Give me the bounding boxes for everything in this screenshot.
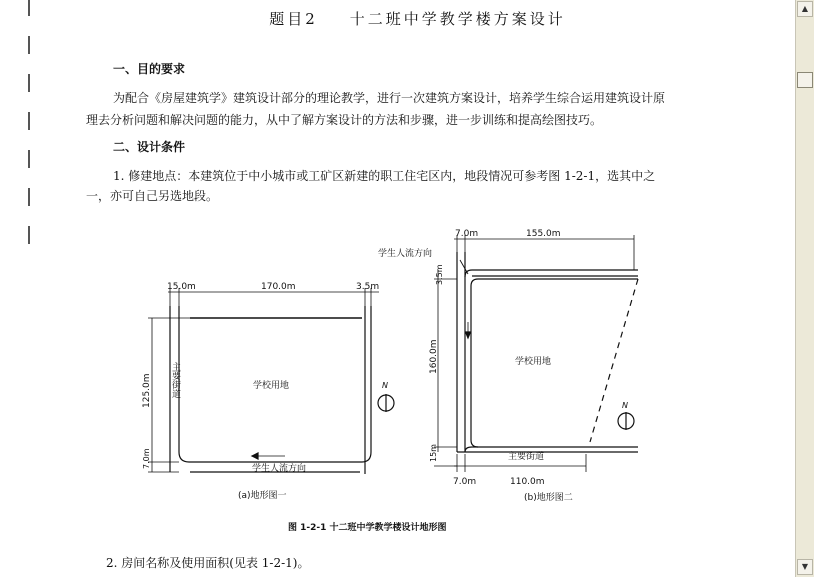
map-b-street-label: 主要街道 xyxy=(508,452,545,462)
map-a-north-label: N xyxy=(382,381,388,390)
map-a-street-label: 主要街道 xyxy=(170,362,180,398)
map-a-dim-left-bottom: 7.0m xyxy=(142,448,151,469)
map-b-caption: (b)地形图二 xyxy=(524,493,573,503)
map-a-site-label: 学校用地 xyxy=(253,381,290,391)
map-a-dim-top-left: 15.0m xyxy=(167,282,196,292)
left-margin xyxy=(0,0,40,577)
margin-mark xyxy=(28,188,30,206)
map-a-flow-label: 学生人流方向 xyxy=(252,464,307,474)
margin-mark xyxy=(28,226,30,244)
vertical-scrollbar[interactable] xyxy=(795,0,814,577)
margin-mark xyxy=(28,36,30,54)
item1-line1: 1. 修建地点：本建筑位于中小城市或工矿区新建的职工住宅区内，地段情况可参考图 1-2-1，选其中之 xyxy=(113,169,656,183)
section2-heading: 二、设计条件 xyxy=(113,140,186,154)
scroll-up-icon[interactable]: ▲ xyxy=(797,1,813,17)
section1-line1: 为配合《房屋建筑学》建筑设计部分的理论教学，进行一次建筑方案设计，培养学生综合运用建筑设计原 xyxy=(113,91,666,105)
map-a-dim-top-right: 3.5m xyxy=(356,282,380,292)
map-a-dim-top-mid: 170.0m xyxy=(261,282,296,292)
map-b-dim-left-top: 3.5m xyxy=(435,264,444,285)
map-b-dim-left-bottom: 15m xyxy=(429,444,438,462)
item2-line: 2. 房间名称及使用面积(见表 1-2-1)。 xyxy=(106,556,310,570)
title-number: 题目2 xyxy=(269,10,318,28)
margin-mark xyxy=(28,74,30,92)
map-b-dim-bottom-left: 7.0m xyxy=(453,477,477,487)
margin-mark xyxy=(28,0,30,16)
section1-heading: 一、目的要求 xyxy=(113,62,186,76)
margin-mark xyxy=(28,112,30,130)
map-b-dim-bottom-right: 110.0m xyxy=(510,477,545,487)
scroll-thumb[interactable] xyxy=(797,72,813,88)
section1-line2: 理去分析问题和解决问题的能力，从中了解方案设计的方法和步骤，进一步训练和提高绘图技巧。 xyxy=(86,113,603,127)
map-a-dim-left-main: 125.0m xyxy=(142,373,152,408)
map-b-flow-label: 学生人流方向 xyxy=(378,249,433,259)
map-b-dim-left-main: 160.0m xyxy=(429,339,439,374)
document-page xyxy=(40,0,795,577)
margin-mark xyxy=(28,150,30,168)
map-b-dim-top-right: 155.0m xyxy=(526,229,561,239)
site-plan-figure xyxy=(40,222,795,542)
item1-line2: 一，亦可自己另选地段。 xyxy=(86,189,219,203)
map-b-site-label: 学校用地 xyxy=(515,357,552,367)
map-a-caption: (a)地形图一 xyxy=(238,491,287,501)
map-b-north-label: N xyxy=(622,401,628,410)
map-b-dim-top-left: 7.0m xyxy=(455,229,479,239)
title-text: 十二班中学教学楼方案设计 xyxy=(349,10,566,28)
page-title xyxy=(40,8,795,29)
scroll-down-icon[interactable]: ▼ xyxy=(797,559,813,575)
figure-caption: 图 1-2-1 十二班中学教学楼设计地形图 xyxy=(288,523,447,533)
